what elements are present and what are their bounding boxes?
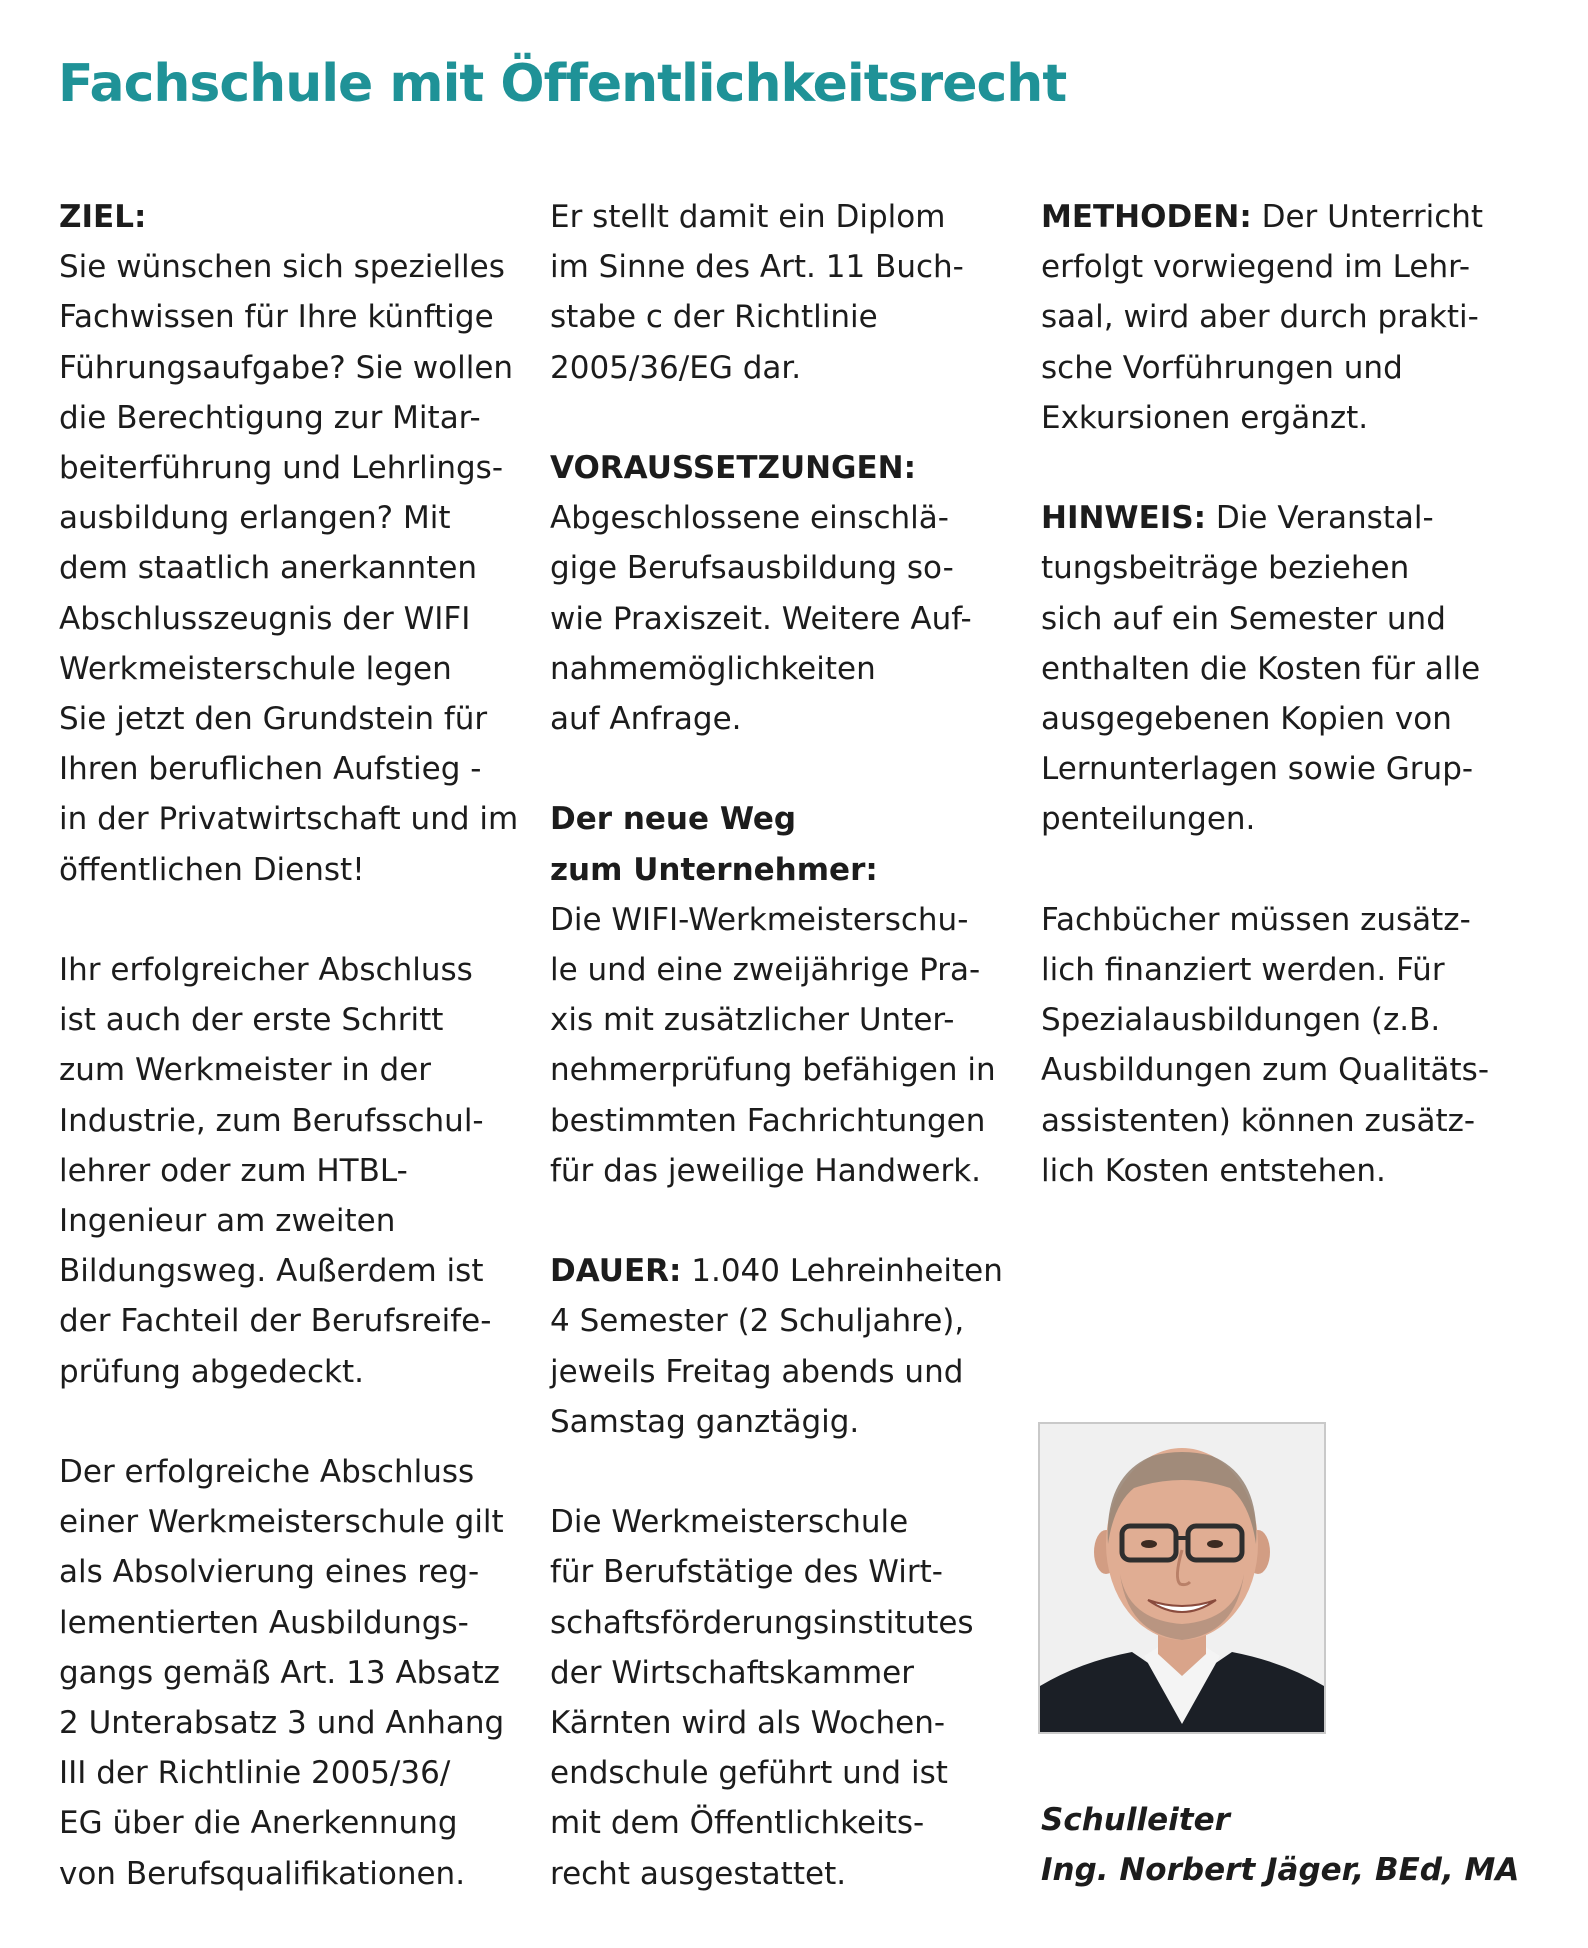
text-line: nahmemöglichkeiten xyxy=(550,650,876,687)
voraussetzungen-heading: VORAUSSETZUNGEN: xyxy=(550,450,917,486)
text-line: wie Praxiszeit. Weitere Auf- xyxy=(550,600,972,637)
text-line: Die Werkmeisterschule xyxy=(550,1504,909,1541)
text-line: recht ausgestattet. xyxy=(550,1855,847,1892)
text-line: lich Kosten entstehen. xyxy=(1041,1152,1386,1189)
dauer-value: 1.040 Lehreinheiten xyxy=(681,1253,1003,1290)
portrait-photo xyxy=(1038,1422,1326,1734)
text-line: in der Privatwirtschaft und im xyxy=(59,801,519,838)
page-title: Fachschule mit Öffentlichkeitsrecht xyxy=(58,54,1067,114)
text-line: zum Werkmeister in der xyxy=(59,1052,432,1089)
caption-role: Schulleiter xyxy=(1041,1802,1230,1838)
text-line: Industrie, zum Berufsschul- xyxy=(59,1102,484,1139)
text-line: Ihren beruflichen Aufstieg - xyxy=(59,751,482,788)
text-line: ausgegebenen Kopien von xyxy=(1041,701,1452,738)
text-line: xis mit zusätzlicher Unter- xyxy=(550,1002,955,1039)
text-line: Der erfolgreiche Abschluss xyxy=(59,1454,475,1491)
text-line: beiterführung und Lehrlings- xyxy=(59,450,504,487)
text-line: gangs gemäß Art. 13 Absatz xyxy=(59,1654,500,1691)
text-line: lementierten Ausbildungs- xyxy=(59,1604,469,1641)
text-line: jeweils Freitag abends und xyxy=(550,1353,964,1390)
photo-caption xyxy=(1041,1795,1521,1895)
text-line: mit dem Öffentlichkeits- xyxy=(550,1805,925,1842)
text-line: Fachwissen für Ihre künftige xyxy=(59,299,494,336)
text-line: nehmerprüfung befähigen in xyxy=(550,1052,996,1089)
text-line: öffentlichen Dienst! xyxy=(59,851,365,888)
text-line: Werkmeisterschule legen xyxy=(59,650,452,687)
column-3 xyxy=(1041,192,1511,1196)
dauer-line xyxy=(550,1246,1003,1296)
text-line: lich finanziert werden. Für xyxy=(1041,952,1445,989)
text-line: für Berufstätige des Wirt- xyxy=(550,1554,943,1591)
text-line: Die WIFI-Werkmeisterschu- xyxy=(550,901,969,938)
weg-heading: Der neue Weg xyxy=(550,801,797,838)
text-line: Lernunterlagen sowie Grup- xyxy=(1041,751,1474,788)
text-line: Abschlusszeugnis der WIFI xyxy=(59,600,471,637)
text-line: penteilungen. xyxy=(1041,801,1256,838)
column-1 xyxy=(59,192,519,1899)
text-line: sich auf ein Semester und xyxy=(1041,600,1446,637)
text-line: ist auch der erste Schritt xyxy=(59,1002,444,1039)
text-line: die Berechtigung zur Mitar- xyxy=(59,399,481,436)
text-line: endschule geführt und ist xyxy=(550,1755,948,1792)
text-line: Abgeschlossene einschlä- xyxy=(550,500,949,537)
hinweis-label: HINWEIS: xyxy=(1041,500,1207,537)
text-line: schaftsförderungsinstitutes xyxy=(550,1604,974,1641)
text-line: 2005/36/EG dar. xyxy=(550,349,802,386)
text-line: enthalten die Kosten für alle xyxy=(1041,650,1481,687)
text-line: der Wirtschaftskammer xyxy=(550,1654,914,1691)
text-line: bestimmten Fachrichtungen xyxy=(550,1102,986,1139)
text-line: einer Werkmeisterschule gilt xyxy=(59,1504,504,1541)
weg-heading: zum Unternehmer: xyxy=(550,851,878,888)
text-line: ausbildung erlangen? Mit xyxy=(59,500,451,537)
text-line: III der Richtlinie 2005/36/ xyxy=(59,1755,451,1792)
hinweis-text: Die Veranstal- xyxy=(1206,500,1434,537)
text-line: sche Vorführungen und xyxy=(1041,349,1403,386)
text-line: erfolgt vorwiegend im Lehr- xyxy=(1041,249,1471,286)
text-line: prüfung abgedeckt. xyxy=(59,1353,364,1390)
methoden-text: Der Unterricht xyxy=(1251,199,1484,235)
methoden-label: METHODEN: xyxy=(1041,199,1252,235)
text-line: gige Berufsausbildung so- xyxy=(550,550,954,587)
text-line: Führungsaufgabe? Sie wollen xyxy=(59,349,514,386)
caption-name: Ing. Norbert Jäger, BEd, MA xyxy=(1041,1852,1520,1889)
text-line: von Berufsqualifikationen. xyxy=(59,1855,466,1892)
text-line: Kärnten wird als Wochen- xyxy=(550,1705,946,1742)
text-line: Bildungsweg. Außerdem ist xyxy=(59,1253,484,1290)
text-line: saal, wird aber durch prakti- xyxy=(1041,299,1479,336)
text-line: Exkursionen ergänzt. xyxy=(1041,399,1369,436)
dauer-label: DAUER: xyxy=(550,1253,682,1290)
text-line: für das jeweilige Handwerk. xyxy=(550,1152,982,1189)
text-line: Ingenieur am zweiten xyxy=(59,1203,396,1240)
text-line: lehrer oder zum HTBL- xyxy=(59,1152,408,1189)
text-line: Sie wünschen sich spezielles xyxy=(59,249,505,286)
text-line: le und eine zweijährige Pra- xyxy=(550,952,981,989)
text-line: EG über die Anerkennung xyxy=(59,1805,458,1842)
column-2 xyxy=(550,192,1003,1899)
text-line: als Absolvierung eines reg- xyxy=(59,1554,480,1591)
text-line: Samstag ganztägig. xyxy=(550,1403,860,1440)
hinweis-line xyxy=(1041,493,1511,543)
text-line: 4 Semester (2 Schuljahre), xyxy=(550,1303,965,1340)
ziel-heading: ZIEL: xyxy=(59,199,147,235)
text-line: 2 Unterabsatz 3 und Anhang xyxy=(59,1705,505,1742)
text-line: auf Anfrage. xyxy=(550,701,742,738)
text-line: Spezialausbildungen (z.B. xyxy=(1041,1002,1441,1039)
text-line: Ihr erfolgreicher Abschluss xyxy=(59,952,473,989)
text-line: im Sinne des Art. 11 Buch- xyxy=(550,249,964,286)
text-line: dem staatlich anerkannten xyxy=(59,550,478,587)
text-line: Sie jetzt den Grundstein für xyxy=(59,701,488,738)
methoden-line xyxy=(1041,192,1511,242)
text-line: stabe c der Richtlinie xyxy=(550,299,878,336)
text-line: assistenten) können zusätz- xyxy=(1041,1102,1476,1139)
text-line: Ausbildungen zum Qualitäts- xyxy=(1041,1052,1490,1089)
text-line: tungsbeiträge beziehen xyxy=(1041,550,1410,587)
text-line: Er stellt damit ein Diplom xyxy=(550,199,946,235)
text-line: der Fachteil der Berufsreife- xyxy=(59,1303,492,1340)
text-line: Fachbücher müssen zusätz- xyxy=(1041,901,1471,938)
